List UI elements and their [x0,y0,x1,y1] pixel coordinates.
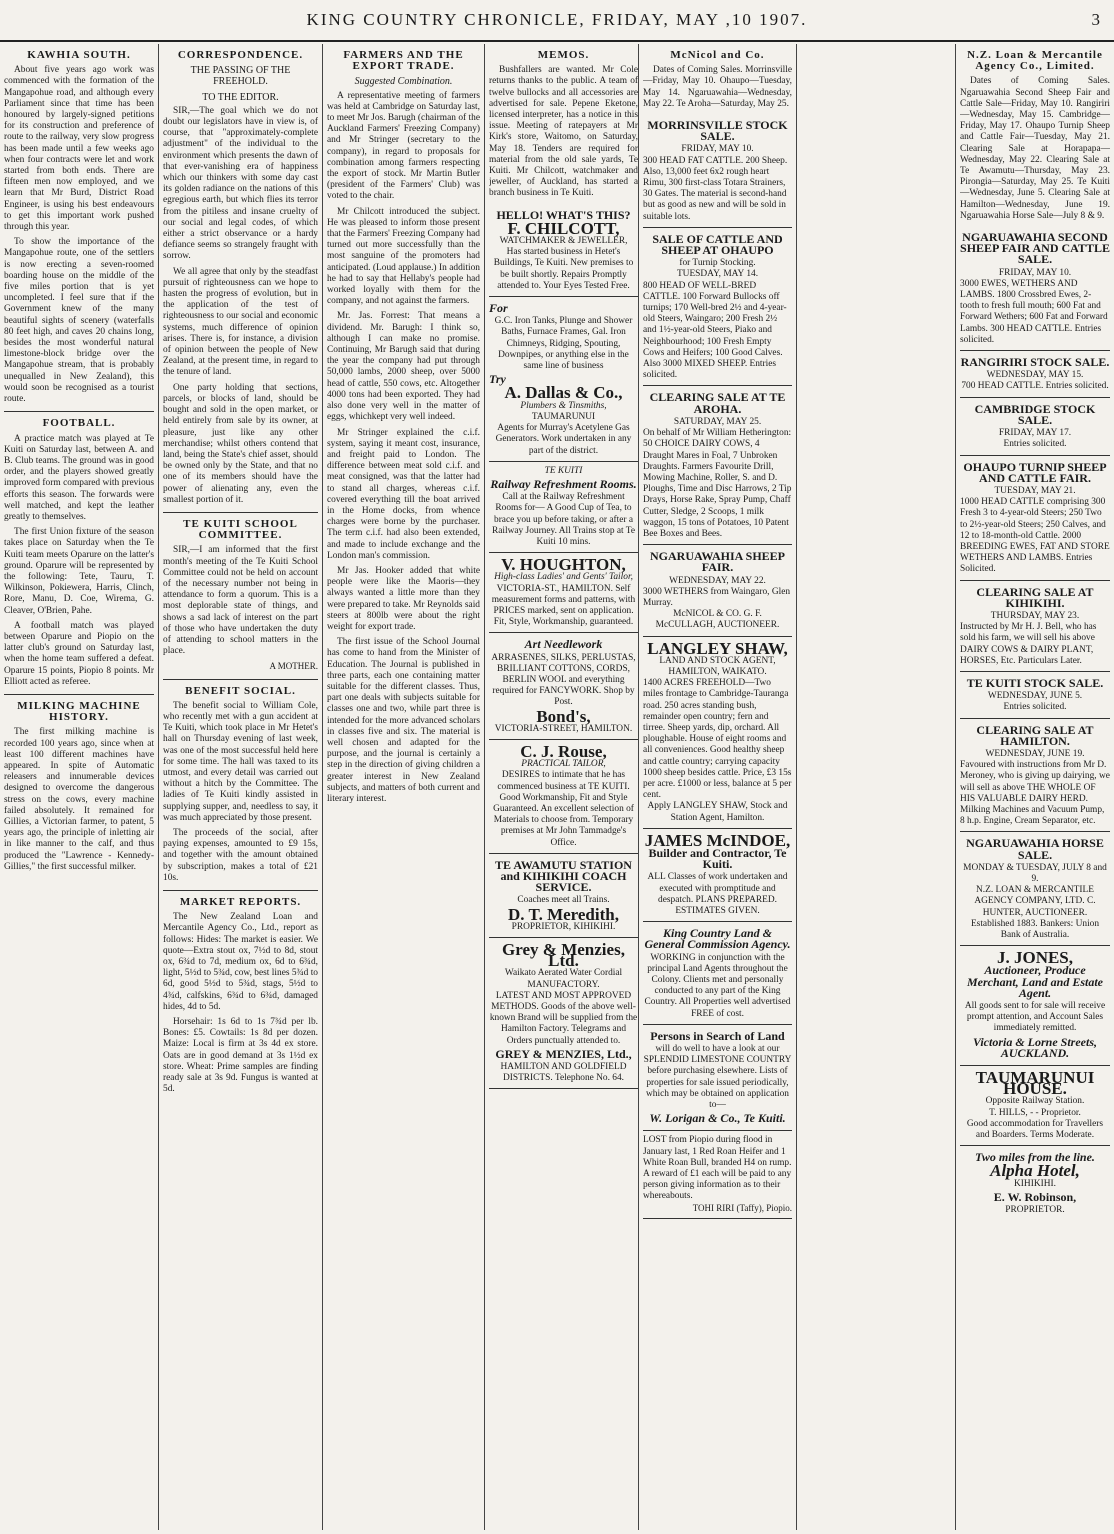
advert-heading: For [489,301,508,316]
sale-date: MONDAY & TUESDAY, JULY 8 and 9. [963,862,1107,884]
sale-notice [960,351,1110,398]
column-rule [638,44,639,1530]
column-rule [484,44,485,1530]
advert-name: Bond's, [536,706,591,726]
dallas-advert [489,297,638,462]
article-paragraph: SIR,—The goal which we do not doubt our legislators have in view is, of course, that "approximately-complete adjustment" of the individual to the environment which presents the dawn of that ever-vanishing era of happiness which our thinkers with some day cast its golden radiance on the nations of this egregious earth, but which flies its terror from the pitiless and insane cruelty of our social and legal codes, of which either a strict observance or a hardy defiance seems so strangely fraught with sorrow. [163,105,318,262]
column-rule [796,44,797,1530]
advert-town: TE KUITI [544,465,583,476]
advert-name: TAUMARUNUI HOUSE. [975,1068,1095,1099]
column-kawhia-football [4,44,154,1530]
sale-title: SALE OF CATTLE AND SHEEP AT OHAUPO [652,231,783,258]
advert-subtitle: Waikato Aerated Water Cordial MANUFACTORY. [504,968,623,990]
divider [4,694,154,695]
advert-body: LOST from Piopio during flood in January last, 1 Red Roan Heifer and 1 White Roan Bull, branded H4 on rump. A reward of £1 each will be paid to any person giving information as to their whereabouts. [643,1135,792,1202]
advert-body: Call at the Railway Refreshment Rooms for— A Good Cup of Tea, to brace you up before taking, or after a Railway Journey. All Trains stop at Te Kuiti 10 mins. [491,492,636,547]
advert-subtitle: Plumbers & Tinsmiths, [520,400,607,411]
advert-name: C. J. Rouse, [520,741,607,761]
sale-body: 800 HEAD OF WELL-BRED CATTLE. 100 Forward Bullocks off turnips; 170 Well-bred 2½ and 4-year-old Steers, Waingaro; 200 Fresh 2½ and 1½-year-old Steers, Piako and Neighbourhood; 100 Fresh Empty Cows and Heifers; 100 Good Calves. Also 3000 MIXED SHEEP. Entries solicited. [643,280,787,381]
column-memos-ads [489,44,638,1530]
advert-name: J. JONES, [996,948,1074,968]
article-paragraph: The first issue of the School Journal has come to hand from the Minister of Education. The Journal is published in three parts, each one containing matter suitable for the different classes. Thus, part one deals with subjects suitable for classes one and two, while part three is intended for the more advanced scholars in classes five and six. The material is well chosen and adapted for the purpose, and the journal is certainly a step in the direction of giving children a greater interest in New Zealand subjects, and matters of both current and literary interest. [327,637,480,804]
article-paragraph: The first milking machine is recorded 100 years ago, since when at least 100 different machines have appeared. In spite of Automatic releasers and innumerable devices designed to overcome the dangerous stress on the cows, every machine failed absolutely. It remained for Gillies, a Victorian farmer, to patent, 5 years ago, the principle of inletting air in like manner to the calf, and thus produced the "Lawrence - Kennedy-Gillies," the first successful milker. [4,727,154,872]
sale-notice [960,719,1110,833]
sale-title: MORRINSVILLE STOCK SALE. [647,118,788,144]
sale-body: Entries solicited. [1003,702,1067,713]
advert-address: Victoria & Lorne Streets, AUCKLAND. [972,1034,1097,1060]
sale-title: NGARUAWAHIA HORSE SALE. [966,836,1104,862]
advert-town: KIHIKIHI. [1014,1178,1056,1189]
sale-notice [643,114,792,228]
masthead [0,0,1114,42]
advert-heading: Try [489,372,506,387]
advert-signature: TOHI RIRI (Taffy), Piopio. [692,1202,792,1213]
lost-notice [643,1131,792,1218]
article-heading: MEMOS. [537,49,590,61]
article-paragraph: To show the importance of the Mangapohue route, one of the settlers is now erecting a seven-roomed boarding house on the middle of the five miles portion that is yet uncompleted. I feel sure that if the Government knew of the many beautiful sights of scenery (waterfalls 80 feet high, and caves 20 chains long, besides the most wonderful natural limestone-block bridge over the Mangapohue stream, that is probably unequalled in New Zealand), this would soon be recognised as a tourist route. [4,237,154,405]
sale-signature: McNICOL & CO. G. F. McCULLAGH, AUCTIONEER. [655,609,780,631]
article-paragraph: A representative meeting of farmers was held at Cambridge on Saturday last, to meet Mr Jos. Barugh (chairman of the Auckland Farmers' Freezing Company) and Mr Stringer (secretary to the company), in regard to proposals for combination among farmers respecting the export of stock. Mr Martin Butler (president of the Farmers' Club) was voted to the chair. [327,90,480,202]
sale-body: 1000 HEAD CATTLE comprising 300 Fresh 3 to 4-year-old Steers; 250 Two to 2½-year-old Steers; 250 Calves, and 12 to 18-month-old Cattle. 2000 BREEDING EWES, FAT AND STORE WETHERS AND LAMBS. Entries Solicited. [960,497,1110,575]
advert-name: F. CHILCOTT, [507,218,620,238]
commission-agency-advert [643,922,792,1025]
sale-date: TUESDAY, MAY 14. [676,269,759,280]
article-heading: CORRESPONDENCE. [177,49,304,61]
sale-body: 3000 EWES, WETHERS AND LAMBS. 1800 Crossbred Ewes, 2-tooth to fresh full mouth; 600 Fat and Forward Wethers; 600 Fat and Forward Lambs. 300 HEAD CATTLE. Entries solicited. [960,278,1108,345]
sale-title: CLEARING SALE AT KIHIKIHI. [976,584,1094,610]
sale-notice [643,228,792,387]
advert-body: DESIRES to intimate that he has commenced business at TE KUITI. Good Workmanship, Fit and Style Guaranteed. An excellent selection of Materials to choose from. Temporary premises at Mr John Tammadge's Office. [493,770,634,848]
article-paragraph: Bushfallers are wanted. Mr Cole returns thanks to the public. A team of twelve bullocks and all accessories are advertised for sale. Pepene Eketone, licensed interpreter, has a notice in this issue. Meeting of ratepayers at Mr Kirk's store, Waitomo, on Saturday, May 18. Tenders are required for material from the old sale yards, Te Kuiti. Mr Chilcott, watchmaker and jeweller, of Auckland, has started a branch business in Te Kuiti. [489,65,638,199]
advert-subtitle: LAND AND STOCK AGENT, HAMILTON, WAIKATO. [659,655,776,677]
rouse-advert [489,740,638,854]
sale-body: 700 HEAD CATTLE. Entries solicited. [961,381,1109,392]
article-heading: TE KUITI SCHOOL COMMITTEE. [183,517,298,542]
article-paragraph: The first Union fixture of the season takes place on Saturday when the Te Kuiti team meets Oparure on the latter's ground. Oparure will be represented by the following: Tete, Tauru, T. Wilkinson, Pokiewera, Harris, Clinch, Rore, Manu, D. Coe, Wirema, G. Cleaver, O'Brien, Pahe. [4,527,154,616]
chilcott-advert [489,204,638,297]
sale-body: Instructed by Mr H. J. Bell, who has sold his farm, we will sell his above DAIRY COWS & DAIRY PLANT, HORSES, Etc. Particulars Later. [960,622,1097,666]
sale-date: FRIDAY, MAY 17. [998,428,1072,439]
article-paragraph: The benefit social to William Cole, who recently met with a gun accident at Te Kuiti, which took place in Mr Hetet's hall on Thursday evening of last week, was one of the most successful held here for some time. The hall was taxed to its utmost, and every detail was carried out without a hitch by the Committee. The ladies of Te Kuiti kindly assisted in supplying supper, and, needless to say, it was much appreciated by those present. [163,700,318,823]
advert-subtitle: PRACTICAL TAILOR, [521,759,606,770]
advert-body: Coaches meet all Trains. [517,895,610,906]
advert-heading: N.Z. Loan & Mercantile Agency Co., Limited. [967,49,1103,73]
advert-body: 1400 ACRES FREEHOLD—Two miles frontage to Cambridge-Tauranga road. 250 acres standing bush, remainder open country; fern and tirree. Sheep yards, dip, orchard. All ploughable. House of eight rooms and all conveniences. Good healthy sheep and cattle country; carrying capacity 1000 sheep besides cattle. Price, £3 15s per acre. £1000 or less, balance at 5 per cent. [643,678,792,801]
sale-dates: Dates of Coming Sales. Morrinsville—Friday, May 10. Ohaupo—Tuesday, May 14. Ngaruawahia—Wednesday, May 22. Te Aroha—Saturday, May 25. [643,65,792,109]
sale-date: WEDNESDAY, MAY 15. [986,370,1084,381]
sale-date: THURSDAY, MAY 23. [990,610,1080,621]
advert-name: Railway Refreshment Rooms. [490,476,637,491]
divider [4,411,154,412]
advert-body: LATEST AND MOST APPROVED METHODS. Goods of the above well-known Brand will be supplied from the Hamilton Factory. Telegrams and Orders punctually attended to. [489,990,638,1046]
sale-title: RANGIRIRI STOCK SALE. [960,355,1110,370]
advert-body: Agents for Murray's Acetylene Gas Generators. Work undertaken in any part of the district. [495,423,632,456]
article-paragraph: The proceeds of the social, after paying expenses, amounted to £9 15s, and together with the amount obtained by subscription, makes a total of £21 10s. [163,828,318,883]
advert-subtitle: PROPRIETOR, KIHIKIHI. [511,921,616,932]
article-paragraph: One party holding that sections, parcels, or blocks of land, should be bought and sold in the open market, or held entirely from sale by its owner, at pleasure, just like any other merchandise; whilst others contend that land, being the State's chief asset, should be owned only by the State, and that no one of its members should have the power of alienating any, even the smallest portion of it. [163,382,318,505]
advert-name: LANGLEY SHAW, [647,638,788,658]
advert-name: A. Dallas & Co., [504,383,623,403]
divider [163,890,318,891]
article-heading: KAWHIA SOUTH. [27,49,131,61]
column-rule [158,44,159,1530]
article-paragraph: Mr Chilcott introduced the subject. He was pleased to inform those present that the Farmers' Freezing Company had turned out more successfully than the most sanguine of the promoters had anticipated. (Loud applause.) In addition he had to say that Hellaby's people had worked loyally with them for the company, and not against the farmers. [327,206,480,307]
advert-signature: W. Lorigan & Co., Te Kuiti. [649,1111,786,1126]
advert-proprietor: D. T. Meredith, [508,904,619,924]
sale-title: NGARUAWAHIA SHEEP FAIR. [649,549,786,575]
advert-name: TE AWAMUTU STATION and KIHIKIHI COACH SERVICE. [495,857,632,895]
advert-footer: HAMILTON AND GOLDFIELD DISTRICTS. Telephone No. 64. [500,1062,627,1084]
sale-body: On behalf of Mr William Hetherington: 50 CHOICE DAIRY COWS, 4 Draught Mares in Foal, 7 Unbroken Draughts. Farmers Favourite Drill, Mowing Machine, Roller, S. and D. Ploughs, Time and Disc Harrows, 2 Tip Drays, Horse Rake, Spray Pump, Chaff Cutter, Sledge, 2 Scoops, 1 milk waggon, 15 tons of Potatoes, 10 Patent Bee Boxes and Bees. [643,428,792,539]
sale-date: FRIDAY, MAY 10. [998,267,1072,278]
article-paragraph: Mr Stringer explained the c.i.f. system, saying it meant cost, insurance, and freight paid to London. The difference between meat sold c.i.f. and meat consigned, was that the latter had to stand all charges, whereas c.i.f. covered everything till the boat arrived in the Home docks, from whence charges were borne by the purchaser. The term c.i.f. had also been extended, and made to include exchange and the London man's commission. [327,427,480,561]
advert-body: will do well to have a look at our SPLENDID LIMESTONE COUNTRY before purchasing elsewhere. Lists of properties for sale issued periodically, which may be obtained on application to— [643,1044,792,1111]
sale-date: TUESDAY, MAY 21. [994,485,1076,496]
advert-body: ALL Classes of work undertaken and executed with promptitude and despatch. PLANS PREPARED. ESTIMATES GIVEN. [647,872,788,917]
article-heading: MILKING MACHINE HISTORY. [17,699,141,724]
column-farmers-export [327,44,480,1530]
sale-signature: N.Z. LOAN & MERCANTILE AGENCY COMPANY, LTD. C. HUNTER, AUCTIONEER. [974,885,1096,918]
advert-subtitle: Opposite Railway Station. [985,1096,1085,1107]
sale-notice [960,832,1110,946]
advert-body: All goods sent to for sale will receive prompt attention, and Account Sales immediately remitted. [964,1001,1106,1034]
advert-proprietor: E. W. Robinson, [993,1189,1077,1204]
sale-body: Entries solicited. [1003,439,1067,450]
article-heading: MARKET REPORTS. [179,896,302,909]
divider [163,512,318,513]
alpha-hotel-advert [960,1146,1110,1220]
article-subheading: Suggested Combination. [354,76,453,88]
advert-subtitle: Auctioneer, Produce Merchant, Land and Estate Agent. [966,963,1104,1000]
jones-advert [960,946,1110,1066]
land-search-advert [643,1025,792,1132]
advert-footer: Apply LANGLEY SHAW, Stock and Station Agent, Hamilton. [647,801,788,823]
advert-name: Persons in Search of Land [650,1028,785,1043]
sale-footer: Established 1883. Bankers: Union Bank of Australia. [970,918,1100,941]
sale-date: SATURDAY, MAY 25. [673,416,762,427]
article-paragraph: Mr Jas. Hooker added that white people were like the Maoris—they always wanted a little more than they were prepared to take. Mr Reynolds said steers at 800lb were about the right weight for export trade. [327,565,480,632]
advert-heading: HELLO! WHAT'S THIS? [496,207,631,222]
coach-service-advert [489,854,638,938]
column-rule [322,44,323,1530]
sale-notice [960,226,1110,351]
mcindoe-advert [643,829,792,922]
article-heading: FOOTBALL. [42,417,116,430]
houghton-advert [489,553,638,633]
advert-body: WORKING in conjunction with the principal Land Agents throughout the Colony. Clients met and personally conducted to any part of the King Country. All Properties well advertised FREE of cost. [644,952,791,1019]
sale-title: CAMBRIDGE STOCK SALE. [974,401,1096,427]
article-subheading: TO THE EDITOR. [202,91,279,103]
article-subheading: THE PASSING OF THE FREEHOLD. [190,65,291,88]
advert-name: Alpha Hotel, [990,1161,1080,1181]
column-mcnicol-ads [643,44,792,1530]
advert-heading: Two miles from the line. [975,1150,1095,1165]
advert-name: Grey & Menzies, Ltd. [502,940,625,971]
column-correspondence [163,44,318,1530]
sale-notice [643,545,792,636]
sale-dates: Dates of Coming Sales. Ngaruawahia Second Sheep Fair and Cattle Sale—Friday, May 10. Rangiriri—Wednesday, May 15. Cambridge—Friday, May 17. Ohaupo Turnip Sheep and Cattle Fair—Tuesday, May 21. Clearing Sale at Horapapa—Wednesday, May 22. Clearing Sale at Te Awamutu—Thursday, May 23. Pirongia—Saturday, May 25. Te Kuiti—Wednesday, June 5. Clearing Sale at Hamilton—Wednesday, June 19. Ngaruawahia Horse Sale—July 8 & 9. [960,76,1110,221]
advert-name: King Country Land & General Commission Agency. [644,926,791,952]
advert-heading: Art Needlework [524,637,603,652]
sale-notice [960,456,1110,581]
article-paragraph: A football match was played between Oparure and Piopio on the latter club's ground on Saturday last, when the home team suffered a defeat. Oparure 15 points, Piopio 8 points. Mr Elliott acted as referee. [4,620,154,687]
sale-notice [960,398,1110,456]
advert-name: V. HOUGHTON, [501,555,626,575]
article-paragraph: The New Zealand Loan and Mercantile Agency Co., Ltd., report as follows: Hides: The market is easier. We quote—Extra stout ox, 7½d to 8d, stout ox, 6¾d to 7d, medium ox, 6d to 6¾d, light, 5½d to 5¾d, cow, best lines 5¾d to 6d, good 5½d to 5¾d, stags, 5½d to 4¾d, calfskins, 6¾d to 6¾d, damaged hides, 4d to 5d. [163,912,318,1012]
advert-address: VICTORIA-STREET, HAMILTON. [494,723,633,734]
divider [163,679,318,680]
advert-body: G.C. Iron Tanks, Plunge and Shower Baths, Furnace Frames, Gal. Iron Chimneys, Ridging, Spouting, Downpipes, or anything else in the same line of business [494,316,633,372]
article-paragraph: A practice match was played at Te Kuiti on Saturday last, between A. and B. Club teams. The ground was in good order, and the players showed greatly improved form compared with previous efforts this season. The forwards were well matched, and kept the leather greatly to themselves. [4,433,154,522]
sale-title: TE KUITI STOCK SALE. [966,675,1104,690]
article-paragraph: Horsehair: 1s 6d to 1s 7¾d per lb. Bones: £5. Cowtails: 1s 8d per dozen. Maize: Local is firm at 3s 4d ex store. Oats are in good demand at 3s 1½d ex store. Wheat: Prime samples are finding ready sale at 3s 9d. Fungus is wanted at 5d. [163,1017,318,1095]
sale-date: WEDNESDAY, JUNE 19. [985,748,1085,759]
grey-menzies-advert [489,938,638,1089]
advert-body: Good accommodation for Travellers and Boarders. Terms Moderate. [966,1118,1104,1141]
railway-rooms-advert [489,462,638,553]
advert-town: TAUMARUNUI [531,411,596,422]
article-heading: FARMERS AND THE EXPORT TRADE. [343,49,464,73]
column-rule [955,44,956,1530]
advert-proprietor: T. HILLS, - - Proprietor. [989,1107,1081,1118]
page-number: 3 [1091,10,1100,29]
article-heading: BENEFIT SOCIAL. [185,684,296,697]
advert-subtitle: High-class Ladies' and Gents' Tailor, [494,572,633,583]
column-nz-loan-ads [960,44,1110,1530]
article-paragraph: SIR,—I am informed that the first month's meeting of the Te Kuiti School Committee could not be held on account of the necessary number not being in attendance to form a quorum. This is a most deplorable state of things, and shows a sad lack of interest on the part of those who have undertaken the duty of attending to school matters in the place. [163,545,318,657]
signature: A MOTHER. [269,661,318,672]
advert-body: ARRASENES, SILKS, PERLUSTAS, BRILLIANT COTTONS, CORDS, BERLIN WOOL and everything required for FANCYWORK. Shop by Post. [491,652,636,708]
advert-name: GREY & MENZIES, Ltd., [495,1046,632,1061]
sale-notice [960,672,1110,719]
sale-subtitle: for Turnip Stocking. [679,258,756,269]
sale-body: Favoured with instructions from Mr D. Meroney, who is giving up dairying, we will sell as above THE WHOLE OF HIS VALUABLE DAIRY HERD. Milking Machines and Vacuum Pump, 8 h.p. Engine, Cream Separator, etc. [960,760,1110,827]
advert-subtitle: PROPRIETOR. [1005,1205,1065,1216]
article-paragraph: Mr. Jas. Forrest: That means a dividend. Mr. Barugh: I think so, although I can make no promise. Continuing, Mr Barugh said that during the year the company had put through 50,000 lambs, 2000 sheep, over 5000 head of cattle, 550 cows, etc. Altogether 4000 tons had been exported. They had also done very well in the matter of eggs, whichkept very well indeed. [327,311,480,423]
advert-body: VICTORIA-ST., HAMILTON. Self measurement forms and patterns, with PRICES marked, sent on application. Fit, Style, Workmanship, guaranteed. [491,583,636,628]
sale-notice [960,581,1110,672]
sale-date: WEDNESDAY, JUNE 5. [987,691,1083,702]
langley-shaw-advert [643,637,792,829]
sale-title: CLEARING SALE AT TE AROHA. [649,390,786,416]
advert-heading: McNicol and Co. [670,49,765,61]
page-title: KING COUNTRY CHRONICLE, FRIDAY, MAY ,10 1907. [306,10,808,29]
sale-notice [643,386,792,545]
sale-body: 3000 WETHERS from Waingaro, Glen Murray. [643,586,791,608]
advert-body: Has started business in Hetet's Buildings, Te Kuiti. New premises to be built shortly. Repairs Promptly attended to. Your Eyes Tested Free. [493,247,634,291]
sale-title: NGARUAWAHIA SECOND SHEEP FAIR AND CATTLE SALE. [960,230,1110,267]
advert-subtitle: WATCHMAKER & JEWELLER, [499,236,628,247]
sale-title: OHAUPO TURNIP SHEEP AND CATTLE FAIR. [963,459,1107,485]
advert-subtitle: Builder and Contractor, Te Kuiti. [648,846,787,872]
advert-name: JAMES McINDOE, [644,830,791,850]
sale-title: CLEARING SALE AT HAMILTON. [976,722,1094,748]
bonds-advert [489,633,638,740]
article-paragraph: About five years ago work was commenced with the formation of the Mangapohue road, and although every Parliament since that time has been honoured by largely-signed petitions for its construction and preference of route to the railway, very slow progress has been made until a few weeks ago when four contracts were let and work started from both ends. There are fifteen men now employed, and we learn that Mr Burd, District Road Engineer, is using his best endeavours to get this important work pushed through this year. [4,65,154,233]
sale-date: WEDNESDAY, MAY 22. [669,575,766,586]
sale-date: FRIDAY, MAY 10. [681,144,754,155]
sale-body: 300 HEAD FAT CATTLE. 200 Sheep. Also, 13,000 feet 6x2 rough heart Rimu, 300 first-class Totara Strainers, 30 Gates. The material is second-hand but as good as new and will be sold in suitable lots. [643,155,788,222]
taumarunui-house-advert [960,1066,1110,1146]
article-paragraph: We all agree that only by the steadfast pursuit of righteousness can we hope to hasten the progress of evolution, but in the application of the test of righteousness to our social and economic systems, much difference of opinion arises. There is, for instance, a division of opinion between the people of New Zealand, at the present time, in regard to the tenure of land. [163,266,318,378]
